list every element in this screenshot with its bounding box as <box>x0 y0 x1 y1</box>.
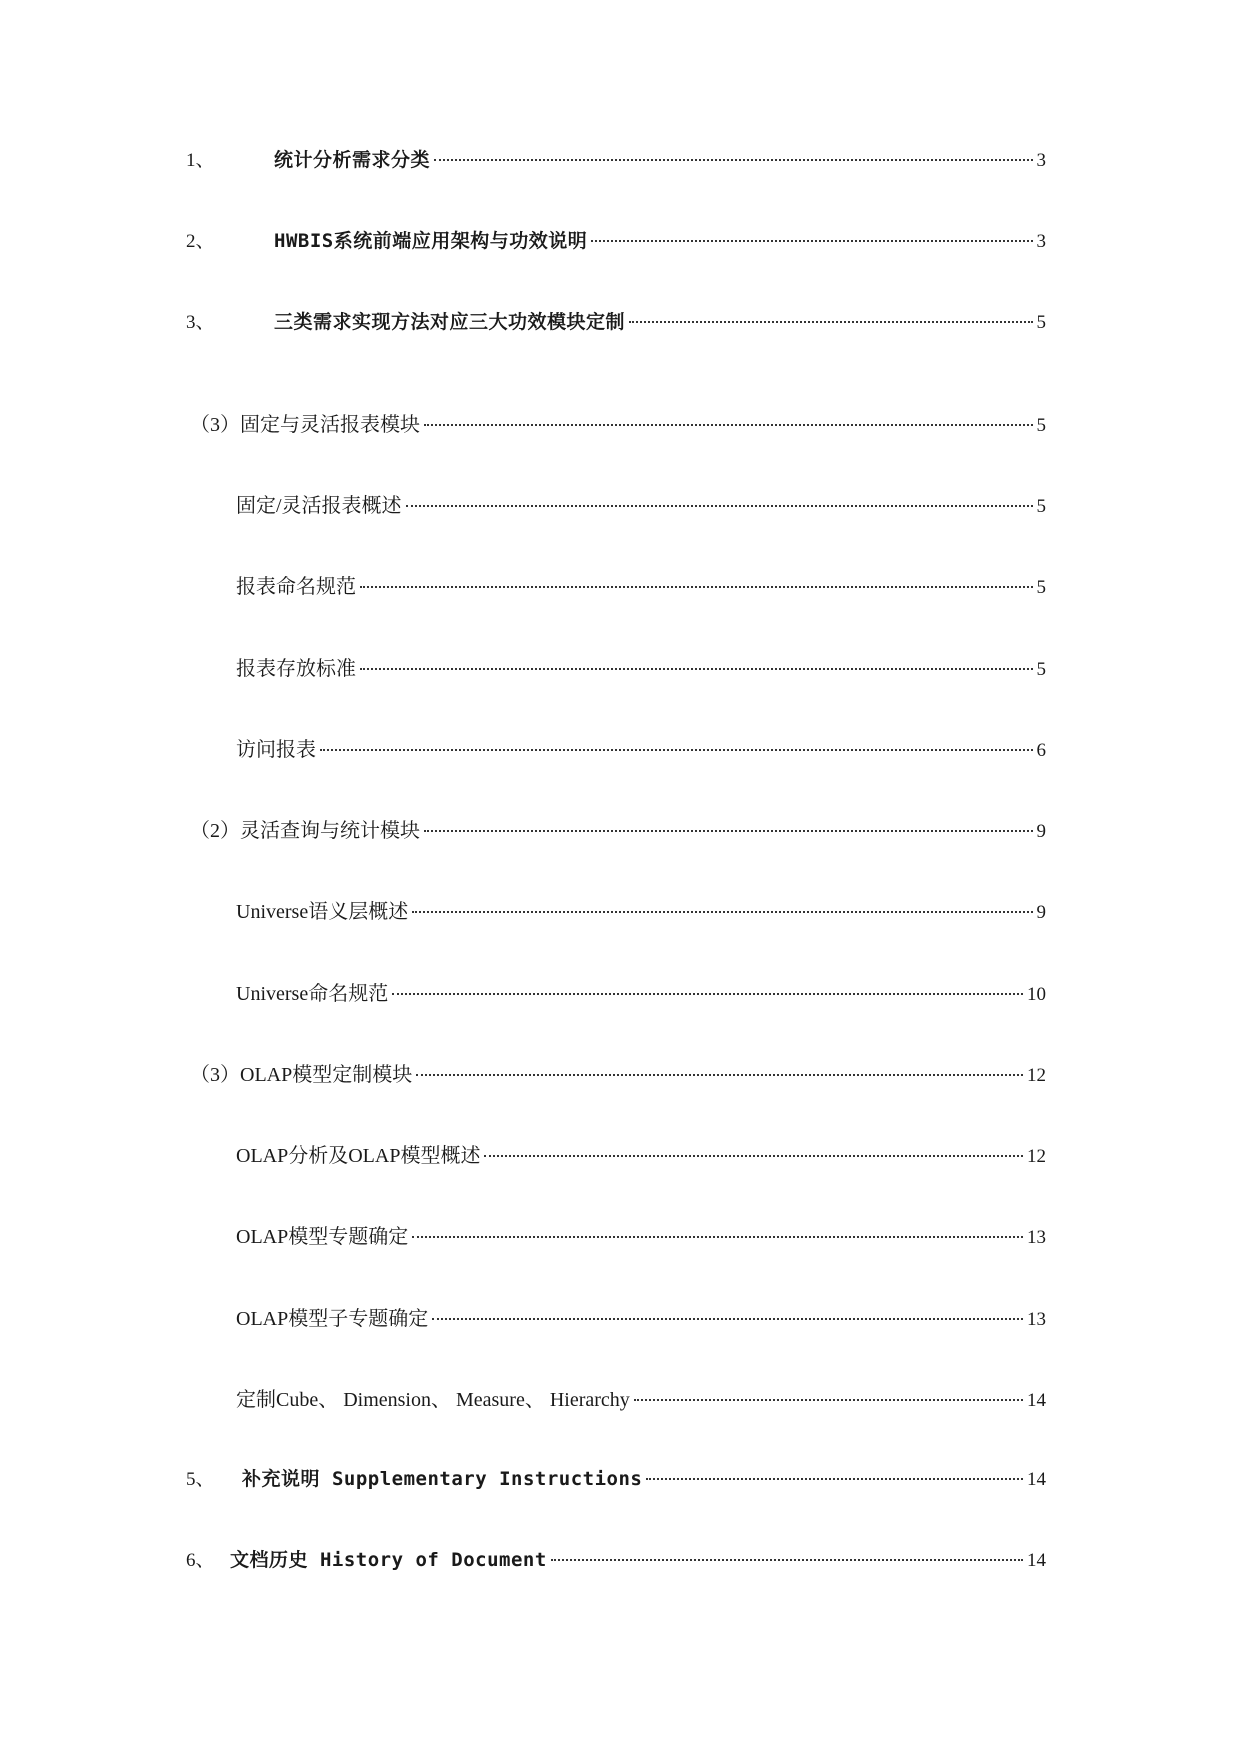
toc-entry-page: 9 <box>1036 821 1046 842</box>
toc-entry-page: 3 <box>1036 231 1046 252</box>
toc-entry[interactable] <box>236 1139 1046 1173</box>
toc-entry[interactable] <box>186 226 1046 260</box>
dot-leader <box>424 830 1033 832</box>
toc-entry-page: 12 <box>1027 1146 1046 1167</box>
toc-entry[interactable] <box>236 489 1046 523</box>
toc-entry[interactable] <box>236 1220 1046 1254</box>
toc-entry-title: OLAP模型专题确定 <box>236 1226 409 1248</box>
toc-entry[interactable] <box>236 570 1046 604</box>
dot-leader <box>424 424 1033 426</box>
dot-leader <box>591 240 1032 242</box>
dot-leader <box>551 1559 1023 1561</box>
toc-entry-page: 3 <box>1036 150 1046 171</box>
dot-leader <box>412 1236 1023 1238</box>
dot-leader <box>320 749 1033 751</box>
toc-entry-page: 5 <box>1036 312 1046 333</box>
toc-entry-number: 6、 <box>186 1550 215 1571</box>
toc-entry-title: 报表存放标准 <box>236 658 356 680</box>
dot-leader <box>416 1074 1023 1076</box>
dot-leader <box>634 1399 1023 1401</box>
toc-entry-number: 3、 <box>186 312 215 333</box>
toc-entry-title: 补充说明 Supplementary Instructions <box>242 1468 643 1490</box>
toc-entry[interactable] <box>186 145 1046 179</box>
toc-entry-title: 三类需求实现方法对应三大功效模块定制 <box>274 311 626 333</box>
toc-entry[interactable] <box>236 733 1046 767</box>
toc-entry-page: 12 <box>1027 1065 1046 1086</box>
toc-entry-title: OLAP分析及OLAP模型概述 <box>236 1145 481 1167</box>
toc-entry[interactable] <box>190 814 1046 848</box>
toc-entry-number: 1、 <box>186 150 215 171</box>
toc-entry[interactable] <box>186 1545 1046 1579</box>
dot-leader <box>406 505 1033 507</box>
dot-leader <box>392 993 1023 995</box>
toc-entry-page: 5 <box>1036 659 1046 680</box>
dot-leader <box>412 911 1032 913</box>
toc-entry[interactable] <box>190 408 1046 442</box>
toc-entry-title: Universe语义层概述 <box>236 901 409 923</box>
toc-entry-title: 定制Cube、 Dimension、 Measure、 Hierarchy <box>236 1389 630 1411</box>
toc-entry-page: 13 <box>1027 1227 1046 1248</box>
toc-entry-title: OLAP模型子专题确定 <box>236 1308 429 1330</box>
toc-entry-page: 13 <box>1027 1309 1046 1330</box>
dot-leader <box>360 586 1033 588</box>
toc-entry[interactable] <box>236 1383 1046 1417</box>
toc-entry-number: 5、 <box>186 1469 215 1490</box>
dot-leader <box>646 1478 1023 1480</box>
toc-entry-title: Universe命名规范 <box>236 983 389 1005</box>
toc-entry[interactable] <box>236 652 1046 686</box>
toc-entry-page: 6 <box>1036 740 1046 761</box>
toc-entry-title: 文档历史 History of Document <box>230 1549 547 1571</box>
toc-entry-page: 5 <box>1036 496 1046 517</box>
toc-entry[interactable] <box>186 307 1046 341</box>
dot-leader <box>360 668 1033 670</box>
toc-entry-page: 14 <box>1027 1550 1046 1571</box>
toc-entry[interactable] <box>186 1464 1046 1498</box>
toc-entry[interactable] <box>236 895 1046 929</box>
toc-entry-title: 报表命名规范 <box>236 576 356 598</box>
toc-entry-title: （3）OLAP模型定制模块 <box>190 1064 413 1086</box>
toc-entry[interactable] <box>236 977 1046 1011</box>
dot-leader <box>432 1318 1023 1320</box>
toc-entry-page: 9 <box>1036 902 1046 923</box>
toc-entry-title: 统计分析需求分类 <box>274 149 431 171</box>
toc-entry-number: 2、 <box>186 231 215 252</box>
toc-entry[interactable] <box>236 1302 1046 1336</box>
dot-leader <box>484 1155 1023 1157</box>
toc-entry-page: 5 <box>1036 577 1046 598</box>
toc-entry-title: 访问报表 <box>236 739 316 761</box>
toc-entry-title: （2）灵活查询与统计模块 <box>190 820 420 842</box>
toc-entry-page: 14 <box>1027 1390 1046 1411</box>
toc-entry-page: 14 <box>1027 1469 1046 1490</box>
dot-leader <box>434 159 1032 161</box>
toc-entry-page: 5 <box>1036 415 1046 436</box>
toc-entry-title: HWBIS系统前端应用架构与功效说明 <box>274 230 588 252</box>
toc-entry[interactable] <box>190 1058 1046 1092</box>
toc-entry-page: 10 <box>1027 984 1046 1005</box>
dot-leader <box>629 321 1032 323</box>
toc-entry-title: 固定/灵活报表概述 <box>236 495 402 517</box>
toc-entry-title: （3）固定与灵活报表模块 <box>190 414 420 436</box>
